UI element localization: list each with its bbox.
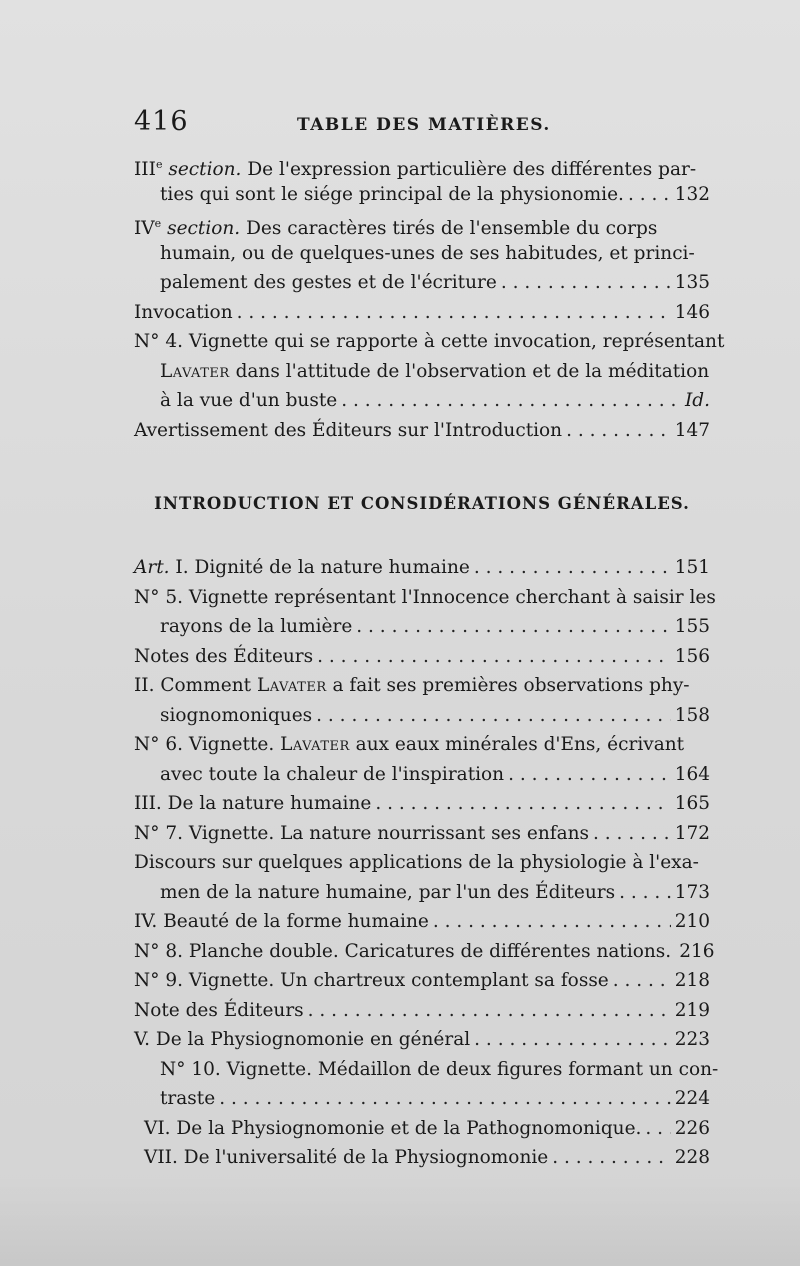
section-heading: INTRODUCTION ET CONSIDÉRATIONS GÉNÉRALES.	[154, 494, 690, 513]
section-numeral: IV	[134, 218, 155, 240]
entry-page: 173	[674, 881, 710, 903]
entry-page: 158	[674, 704, 710, 726]
entry-page: 146	[674, 301, 710, 323]
leader-dots	[508, 760, 671, 790]
entry-page: 132	[674, 183, 710, 205]
name-lavater: Lavater	[280, 734, 350, 755]
leader-dots	[593, 819, 671, 849]
entry-text: ties qui sont le siége principal de la physionomie.	[160, 183, 624, 205]
leader-dots	[219, 1084, 671, 1114]
entry-text: N° 7. Vignette. La nature nourrissant ses enfans	[134, 822, 590, 844]
entry-page: 228	[674, 1147, 710, 1168]
entry-text: De l'expression particulière des différentes par-	[247, 159, 697, 181]
entry-text: à la vue d'un buste	[160, 390, 338, 411]
entry-text: avec toute la chaleur de l'inspiration	[160, 763, 505, 785]
entry-text: N° 9. Vignette. Un chartreux contemplant sa fosse	[134, 970, 609, 991]
entry-page: 224	[674, 1088, 710, 1109]
leader-dots	[613, 966, 671, 996]
entry-page: 172	[674, 822, 710, 844]
entry-page: 147	[674, 419, 710, 441]
entry-page: 135	[674, 272, 710, 293]
toc-entry-avertissement	[134, 416, 710, 446]
entry-page: 210	[674, 911, 710, 932]
section-superscript: e	[154, 217, 162, 230]
entry-text: III. De la nature humaine	[134, 793, 372, 814]
leader-dots	[317, 642, 671, 672]
entry-page: 164	[674, 763, 710, 785]
entry-text: Invocation	[134, 301, 233, 323]
toc-entry	[134, 937, 715, 967]
toc-entry	[134, 671, 710, 730]
entry-text: II. Comment	[134, 675, 252, 696]
entry-text: N° 5. Vignette représentant l'Innocence cherchant à saisir les	[134, 586, 716, 608]
toc-entry	[134, 1114, 710, 1144]
toc-entry-section-3	[134, 150, 710, 209]
leader-dots	[433, 907, 671, 937]
leader-dots	[316, 701, 671, 731]
entry-text: Notes des Éditeurs	[134, 645, 314, 667]
entry-text: N° 8. Planche double. Caricatures de différentes nations.	[134, 940, 672, 962]
entry-text: Vignette qui se rapporte à cette invocation, représentant	[188, 331, 725, 352]
section-numeral: III	[134, 159, 156, 181]
entry-page: 219	[674, 999, 710, 1021]
running-title: TABLE DES MATIÈRES.	[297, 115, 551, 135]
toc-entry	[134, 642, 710, 672]
leader-dots	[566, 416, 671, 446]
name-lavater: Lavater	[256, 675, 327, 696]
entry-text: N° 10. Vignette. Médaillon de deux figures formant un con-	[160, 1058, 719, 1080]
leader-dots	[619, 878, 671, 908]
entry-text: IV. Beauté de la forme humaine	[134, 911, 429, 932]
page-header	[0, 106, 800, 140]
leader-dots	[375, 789, 670, 819]
entry-page: 223	[674, 1029, 710, 1050]
entry-page: 155	[674, 616, 710, 637]
entry-text: Discours sur quelques applications de la physiologie à l'exa-	[134, 852, 699, 873]
toc-entry	[134, 907, 710, 937]
entry-page: 151	[674, 557, 710, 578]
section-label: section.	[168, 159, 242, 181]
entry-text: Note des Éditeurs	[134, 999, 304, 1021]
leader-dots	[356, 612, 670, 642]
entry-text: VI. De la Physiognomonie et de la Pathognomonique.	[144, 1117, 642, 1139]
entry-page: 218	[674, 970, 710, 991]
entry-text: N° 6. Vignette.	[134, 734, 275, 755]
leader-dots	[474, 1025, 671, 1055]
toc-entry-vignette-4	[134, 327, 725, 416]
leader-dots	[341, 386, 676, 416]
entry-page: 156	[674, 645, 710, 667]
entry-text: traste	[160, 1088, 216, 1109]
entry-text: aux eaux minérales d'Ens, écrivant	[355, 734, 685, 755]
leader-dots	[308, 996, 671, 1026]
toc-entry	[134, 966, 710, 996]
entry-page: 226	[674, 1117, 710, 1139]
toc-entry	[134, 848, 710, 907]
entry-page: Id.	[684, 390, 710, 411]
table-of-contents	[134, 150, 725, 1173]
toc-entry	[134, 553, 710, 583]
name-lavater: Lavater	[160, 360, 230, 382]
toc-entry-invocation	[134, 298, 710, 328]
entry-text: a fait ses premières observations phy-	[332, 675, 690, 696]
entry-text: Avertissement des Éditeurs sur l'Introduction	[134, 419, 563, 441]
entry-text: siognomoniques	[160, 704, 313, 726]
toc-entry	[134, 789, 710, 819]
leader-dots	[501, 268, 671, 298]
entry-text: palement des gestes et de l'écriture	[160, 272, 497, 293]
entry-text: VII. De l'universalité de la Physiognomonie	[144, 1147, 549, 1168]
entry-number: N° 4.	[134, 331, 183, 352]
leader-dots	[552, 1143, 670, 1173]
page-number: 416	[134, 106, 189, 137]
entry-text: I. Dignité de la nature humaine	[175, 557, 470, 578]
entry-text: Des caractères tirés de l'ensemble du corps	[246, 218, 658, 240]
leader-dots	[474, 553, 671, 583]
entry-page: 216	[679, 940, 715, 962]
leader-dots	[237, 298, 671, 328]
entry-text: dans l'attitude de l'observation et de la méditation	[235, 360, 710, 382]
toc-entry	[134, 1143, 710, 1173]
toc-entry	[134, 730, 710, 789]
article-label: Art.	[134, 557, 170, 578]
entry-page: 165	[674, 793, 710, 814]
toc-entry	[134, 996, 710, 1026]
toc-entry-section-4	[134, 209, 710, 298]
leader-dots	[628, 180, 671, 210]
section-label: section.	[167, 218, 241, 240]
entry-text: humain, ou de quelques-unes de ses habitudes, et princi-	[160, 242, 695, 264]
entry-text: V. De la Physiognomonie en général	[134, 1029, 471, 1050]
toc-entry	[134, 1025, 710, 1055]
entry-text: men de la nature humaine, par l'un des Éditeurs	[160, 881, 616, 903]
toc-entry	[134, 1055, 719, 1114]
toc-entry	[134, 819, 710, 849]
section-superscript: e	[155, 158, 163, 171]
leader-dots	[645, 1114, 670, 1144]
entry-text: rayons de la lumière	[160, 616, 353, 637]
toc-entry	[134, 583, 716, 642]
